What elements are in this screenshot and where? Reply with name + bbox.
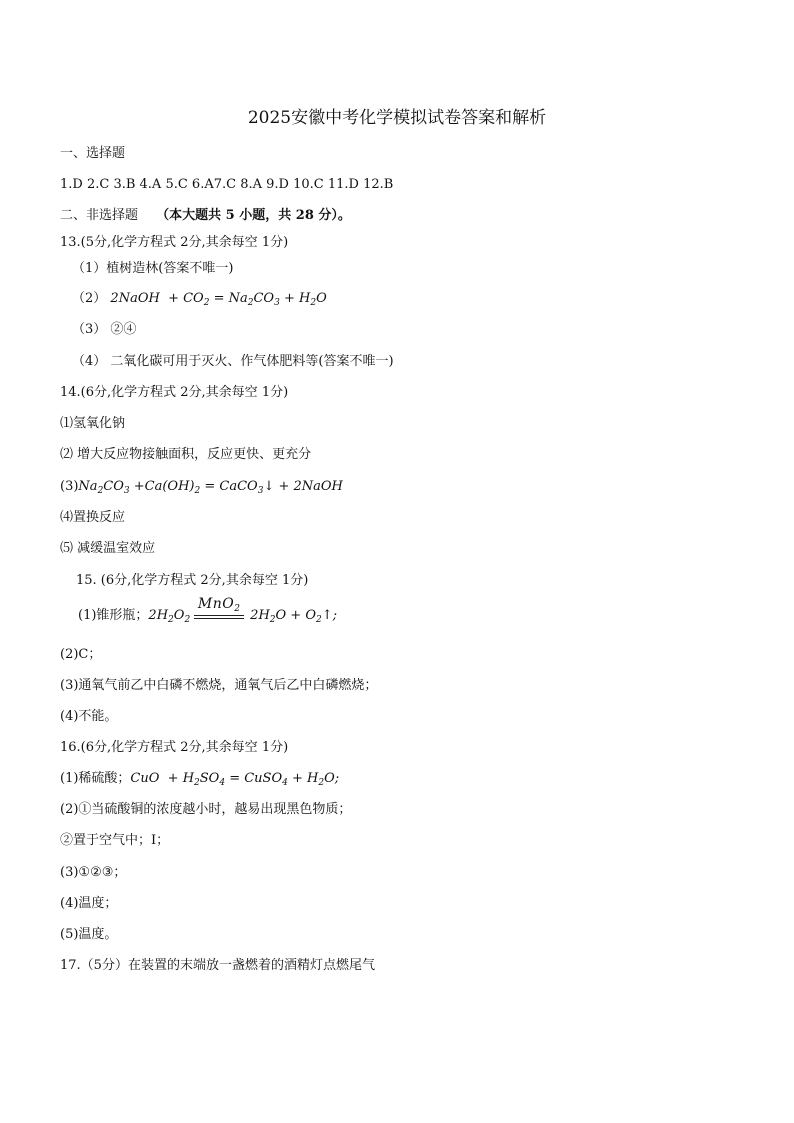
q14-answer-5: ⑸ 减缓温室效应 <box>60 541 156 556</box>
section2-heading-line <box>60 207 351 225</box>
q13-answer-2-label: （2） <box>72 291 107 306</box>
mc-answers: 1.D 2.C 3.B 4.A 5.C 6.A7.C 8.A 9.D 10.C 11.D 12.B <box>60 177 394 192</box>
q14-equation: $Na_2CO_3 +Ca(OH)_2$ = CaCO$_3$↓ + 2NaOH <box>78 479 343 496</box>
q15-answer-1 <box>78 596 338 625</box>
q14-answer-3 <box>60 478 343 496</box>
q13-header: 13.(5分,化学方程式 2分,其余每空 1分) <box>60 235 289 250</box>
q14-answer-1: ⑴氢氧化钠 <box>60 416 126 431</box>
section1-heading: 一、选择题 <box>60 146 126 161</box>
q16-answer-2a: (2)①当硫酸铜的浓度越小时，越易出现黑色物质； <box>60 802 352 817</box>
q16-answer-1-label: (1)稀硫酸； <box>60 771 131 786</box>
q16-answer-2b: ②置于空气中；Ⅰ； <box>60 833 170 848</box>
catalyst-label: MnO$_2$ <box>197 596 241 614</box>
q15-header: 15. (6分,化学方程式 2分,其余每空 1分) <box>76 573 309 588</box>
q15-answer-2: (2)C； <box>60 647 102 662</box>
q15-answer-3: (3)通氧气前乙中白磷不燃烧，通氧气后乙中白磷燃烧； <box>60 678 378 693</box>
q13-answer-3: （3） ②④ <box>72 322 137 337</box>
q16-answer-5: (5)温度。 <box>60 927 118 942</box>
section2-heading: 二、非选择题 <box>60 208 139 223</box>
q14-header: 14.(6分,化学方程式 2分,其余每空 1分) <box>60 385 289 400</box>
q15-reactant: $2H_2O_2$ <box>148 608 191 625</box>
q14-answer-4: ⑷置换反应 <box>60 510 126 525</box>
section2-note: （本大题共 5 小题，共 28 分）。 <box>156 208 351 223</box>
q16-header: 16.(6分,化学方程式 2分,其余每空 1分) <box>60 740 289 755</box>
q13-equation: 2NaOH + $CO_2 = Na_2CO_3 + H_2O$ <box>110 291 327 308</box>
catalyst-equals-sign <box>194 596 244 625</box>
q16-answer-4: (4)温度； <box>60 896 118 911</box>
q14-answer-3-label: (3) <box>60 479 79 494</box>
q15-answer-1-label: (1)锥形瓶； <box>78 608 149 623</box>
q15-answer-4: (4)不能。 <box>60 709 118 724</box>
q16-answer-1 <box>60 770 339 788</box>
page-title: 2025安徽中考化学模拟试卷答案和解析 <box>247 108 547 128</box>
q16-equation: CuO + $H_2SO_4$ = CuSO$_4$ + $H_2O$; <box>130 771 340 788</box>
q17-header: 17.（5分）在装置的末端放一盏燃着的酒精灯点燃尾气 <box>60 958 375 973</box>
q16-answer-3: (3)①②③； <box>60 865 127 880</box>
q14-answer-2: ⑵ 增大反应物接触面积，反应更快、更充分 <box>60 447 312 462</box>
q15-products: $2H_2O$ + $O_2↑$; <box>250 608 338 625</box>
q13-answer-1: （1）植树造林(答案不唯一) <box>72 261 234 276</box>
q13-answer-2 <box>72 290 327 308</box>
q13-answer-4: （4） 二氧化碳可用于灭火、作气体肥料等(答案不唯一) <box>72 354 394 369</box>
